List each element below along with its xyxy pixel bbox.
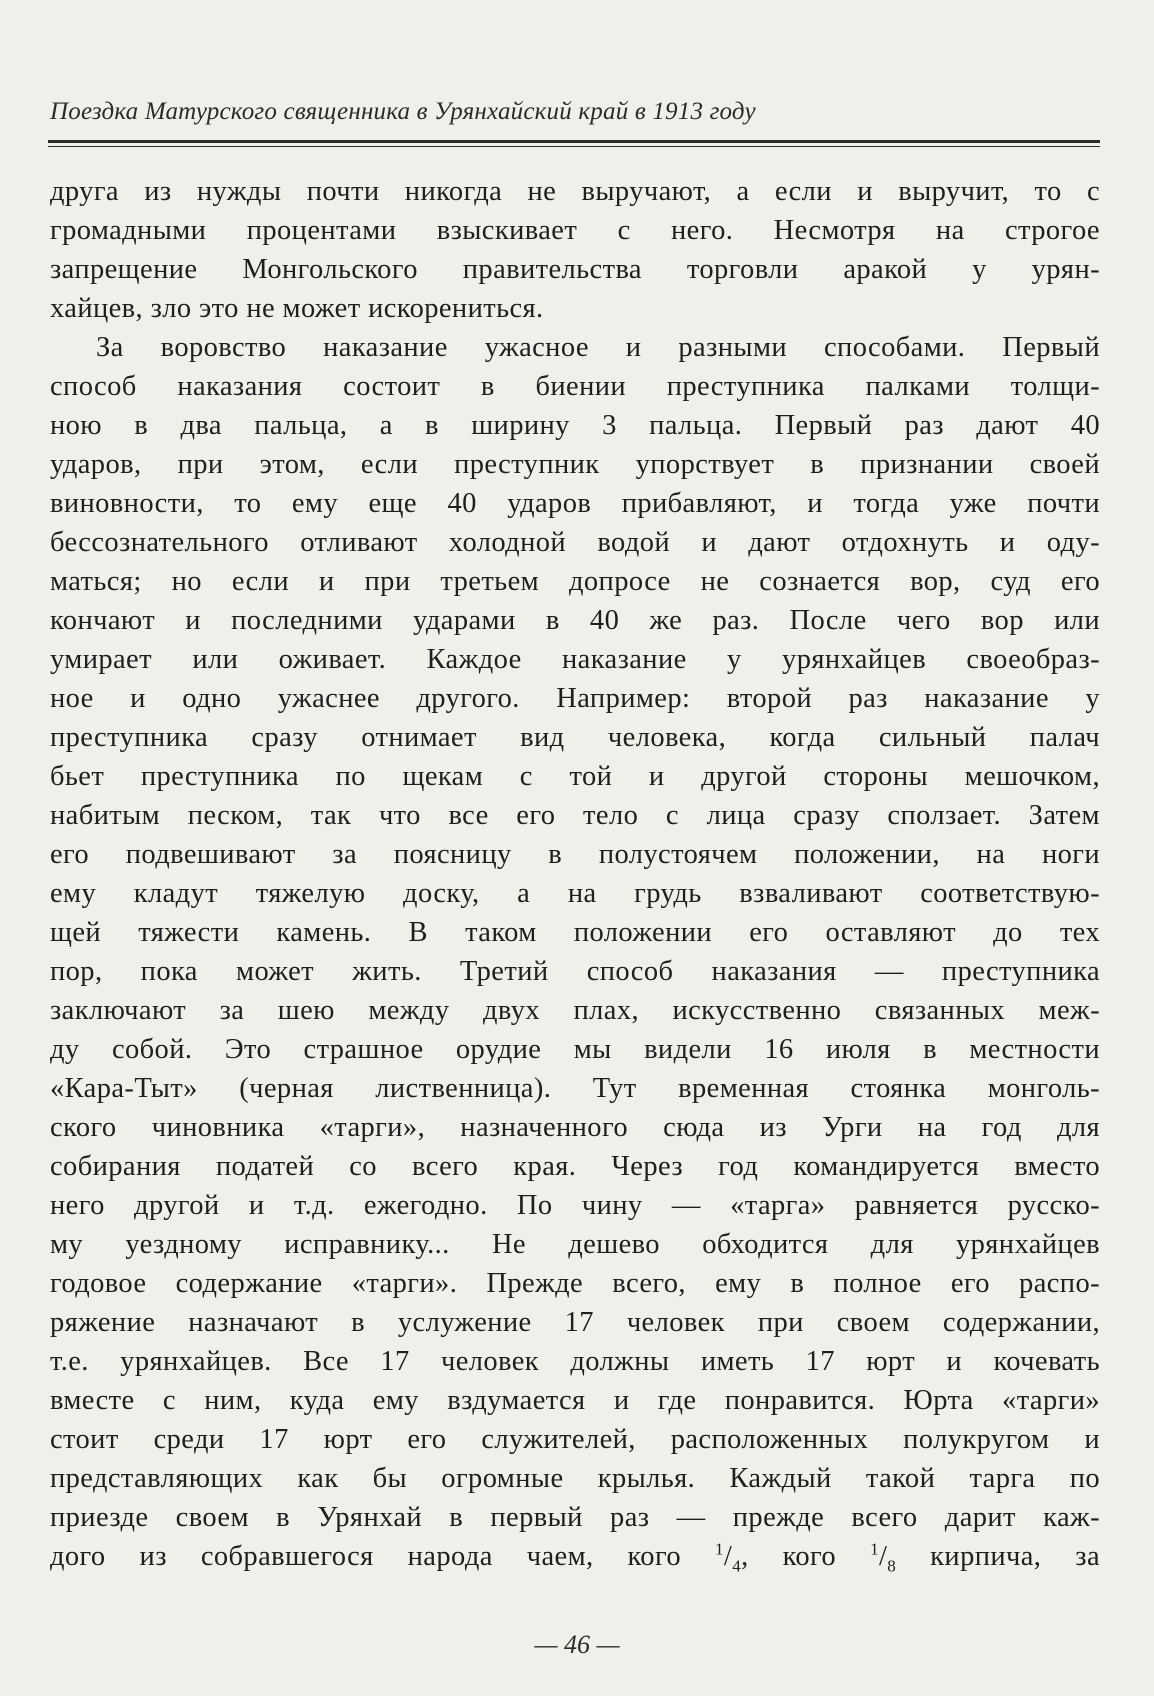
fraction-denominator: 8 bbox=[887, 1556, 897, 1576]
text-line: бессознательного отливают холодной водой и дают отдохнуть и оду- bbox=[50, 527, 1100, 558]
text-line: способ наказания состоит в биении преступника палками толщи- bbox=[50, 371, 1100, 402]
text-line: приезде своем в Урянхай в первый раз — прежде всего дарит каж- bbox=[50, 1502, 1100, 1533]
text-line: стоит среди 17 юрт его служителей, расположенных полукругом и bbox=[50, 1424, 1100, 1455]
fraction-one-quarter: $^1/_4$ bbox=[714, 1539, 742, 1576]
text-line: маться; но если и при третьем допросе не сознается вор, суд его bbox=[50, 566, 1100, 597]
text-line: виновности, то ему еще 40 ударов прибавляют, и тогда уже почти bbox=[50, 488, 1100, 519]
text-line: «Кара-Тыт» (черная лиственница). Тут временная стоянка монголь- bbox=[50, 1073, 1100, 1104]
text-line: ударов, при этом, если преступник упорствует в признании своей bbox=[50, 449, 1100, 480]
text-line: вместе с ним, куда ему вздумается и где понравится. Юрта «тарги» bbox=[50, 1385, 1100, 1416]
fraction-numerator: 1 bbox=[870, 1539, 879, 1559]
text-line: представляющих как бы огромные крылья. Каждый такой тарга по bbox=[50, 1463, 1100, 1494]
text-line: заключают за шею между двух плах, искусственно связанных меж- bbox=[50, 995, 1100, 1026]
text-line: бьет преступника по щекам с той и другой стороны мешочком, bbox=[50, 761, 1100, 792]
fraction-denominator: 4 bbox=[732, 1556, 742, 1576]
text-line: него другой и т.д. ежегодно. По чину — «тарга» равняется русско- bbox=[50, 1190, 1100, 1221]
text-line: громадными процентами взыскивает с него. Несмотря на строгое bbox=[50, 215, 1100, 246]
text-fragment: дого из собравшегося народа чаем, кого bbox=[50, 1541, 715, 1572]
text-line: ряжение назначают в услужение 17 человек при своем содержании, bbox=[50, 1307, 1100, 1338]
text-line-with-fractions bbox=[50, 1537, 1100, 1576]
text-line: годовое содержание «тарги». Прежде всего, ему в полное его распо- bbox=[50, 1268, 1100, 1299]
text-line: друга из нужды почти никогда не выручают, а если и выручит, то с bbox=[50, 176, 1100, 207]
page-number: — 46 — bbox=[534, 1630, 620, 1659]
text-fragment: , кого bbox=[741, 1541, 871, 1572]
text-line: ною в два пальца, а в ширину 3 пальца. Первый раз дают 40 bbox=[50, 410, 1100, 441]
text-line: щей тяжести камень. В таком положении его оставляют до тех bbox=[50, 917, 1100, 948]
header-rule-thick bbox=[48, 140, 1100, 143]
text-line: ему кладут тяжелую доску, а на грудь взваливают соответствую- bbox=[50, 878, 1100, 909]
text-line: преступника сразу отнимает вид человека, когда сильный палач bbox=[50, 722, 1100, 753]
fraction-numerator: 1 bbox=[714, 1539, 724, 1559]
text-line: му уездному исправнику... Не дешево обходится для урянхайцев bbox=[50, 1229, 1100, 1260]
text-line: его подвешивают за поясницу в полустоячем положении, на ноги bbox=[50, 839, 1100, 870]
text-line: ду собой. Это страшное орудие мы видели 16 июля в местности bbox=[50, 1034, 1100, 1065]
text-line: ное и одно ужаснее другого. Например: второй раз наказание у bbox=[50, 683, 1100, 714]
text-line: запрещение Монгольского правительства торговли аракой у урян- bbox=[50, 254, 1100, 285]
header-rule-thin bbox=[48, 146, 1100, 147]
text-line: За воровство наказание ужасное и разными способами. Первый bbox=[96, 332, 1100, 363]
text-line: умирает или оживает. Каждое наказание у урянхайцев своеобраз- bbox=[50, 644, 1100, 675]
running-header: Поездка Матурского священника в Урянхайский край в 1913 году bbox=[50, 98, 756, 125]
text-line: кончают и последними ударами в 40 же раз. После чего вор или bbox=[50, 605, 1100, 636]
text-line: собирания податей со всего края. Через год командируется вместо bbox=[50, 1151, 1100, 1182]
text-line: т.е. урянхайцев. Все 17 человек должны иметь 17 юрт и кочевать bbox=[50, 1346, 1100, 1377]
text-line: хайцев, зло это не может искорениться. bbox=[50, 293, 544, 324]
text-fragment: кирпича, за bbox=[896, 1541, 1101, 1572]
fraction-one-eighth: $^1/_8$ bbox=[870, 1539, 897, 1576]
text-line: ского чиновника «тарги», назначенного сюда из Урги на год для bbox=[50, 1112, 1100, 1143]
body-text bbox=[50, 172, 1100, 1576]
text-line: пор, пока может жить. Третий способ наказания — преступника bbox=[50, 956, 1100, 987]
text-line: набитым песком, так что все его тело с лица сразу сползает. Затем bbox=[50, 800, 1100, 831]
